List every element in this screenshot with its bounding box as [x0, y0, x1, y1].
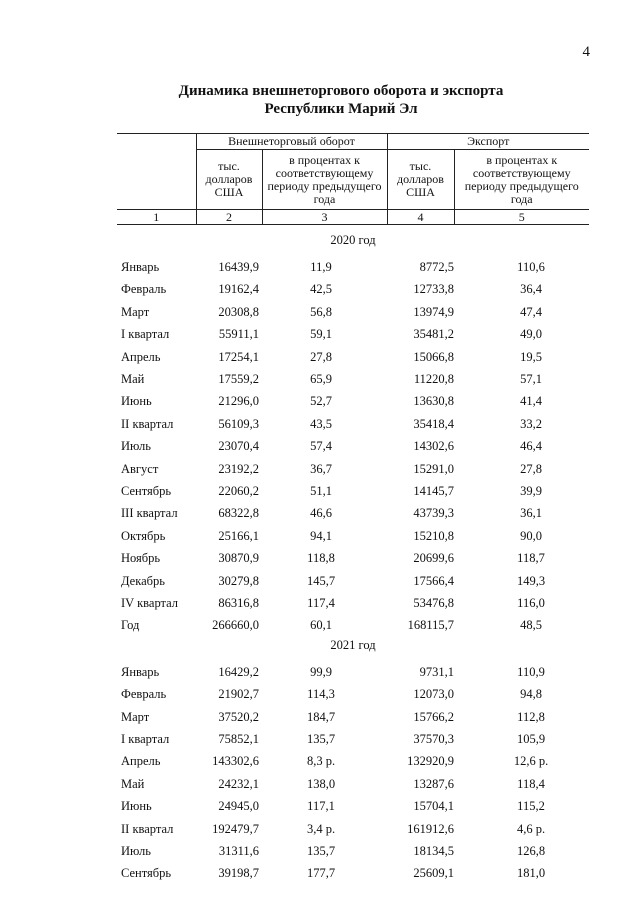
row-export-value: 15066,8 [413, 349, 454, 364]
row-turnover-value: 20308,8 [218, 304, 259, 319]
row-period: Апрель [121, 754, 161, 769]
row-export-value: 15704,1 [413, 799, 454, 814]
header-col-3: в процентах к соответствующему периоду предыдущего года [262, 150, 387, 210]
header-num-2: 2 [196, 210, 262, 225]
row-turnover-value: 30279,8 [218, 573, 259, 588]
table-row [117, 844, 589, 860]
row-export-value: 12733,8 [413, 282, 454, 297]
row-export-percent: 105,9 [516, 732, 546, 746]
row-period: Июль [121, 844, 151, 858]
row-turnover-value: 22060,2 [218, 484, 259, 498]
document-title [0, 82, 640, 118]
row-export-value: 168115,7 [407, 618, 454, 633]
table-row [117, 687, 589, 703]
row-period: Август [121, 461, 159, 476]
row-turnover-percent: 52,7 [310, 394, 332, 409]
row-turnover-percent: 99,9 [310, 664, 332, 679]
row-turnover-value: 17254,1 [218, 349, 259, 364]
row-export-percent: 36,4 [520, 282, 542, 297]
table-row [117, 754, 589, 770]
row-period: Сентябрь [121, 484, 172, 498]
row-turnover-value: 23192,2 [218, 461, 259, 476]
row-turnover-percent: 114,3 [307, 687, 335, 702]
row-export-value: 13630,8 [413, 394, 454, 409]
row-period: Июнь [121, 394, 152, 409]
row-turnover-value: 16439,9 [218, 260, 259, 274]
row-export-value: 14302,6 [413, 439, 454, 454]
row-period: Февраль [121, 687, 167, 702]
row-export-value: 8772,5 [419, 260, 454, 274]
row-export-percent: 90,0 [520, 528, 542, 543]
row-turnover-percent: 145,7 [306, 573, 336, 588]
row-export-percent: 57,1 [520, 372, 542, 386]
table-row [117, 732, 589, 748]
row-export-percent: 49,0 [520, 327, 542, 342]
row-export-value: 14145,7 [413, 484, 454, 498]
table-row [117, 350, 589, 366]
row-turnover-value: 39198,7 [218, 866, 259, 881]
row-period: Май [121, 776, 145, 791]
row-period: Сентябрь [121, 866, 172, 881]
year-heading: 2020 год [330, 233, 376, 247]
row-period: Год [121, 618, 140, 633]
table-row [117, 372, 589, 388]
row-turnover-value: 17559,2 [218, 372, 259, 386]
row-export-percent: 41,4 [520, 394, 542, 409]
row-turnover-percent: 117,4 [307, 596, 335, 610]
header-num-1: 1 [117, 210, 196, 225]
row-turnover-percent: 57,4 [310, 439, 332, 454]
table-row [117, 618, 589, 634]
row-turnover-value: 21902,7 [218, 687, 259, 702]
row-period: III квартал [121, 506, 178, 521]
row-period: I квартал [121, 732, 170, 746]
row-export-value: 35481,2 [413, 327, 454, 342]
row-turnover-percent: 46,6 [310, 506, 332, 521]
row-export-value: 18134,5 [413, 844, 454, 858]
row-export-value: 9731,1 [419, 664, 454, 679]
row-export-percent: 110,6 [517, 260, 545, 274]
row-export-value: 12073,0 [413, 687, 454, 702]
row-turnover-percent: 59,1 [310, 327, 332, 342]
table-row [117, 665, 589, 681]
row-turnover-percent: 135,7 [306, 844, 336, 858]
table-row [117, 866, 589, 882]
row-turnover-value: 16429,2 [218, 664, 259, 679]
row-export-value: 13974,9 [413, 304, 454, 319]
title-line-1: Динамика внешнеторгового оборота и экспорта [178, 83, 504, 99]
row-turnover-percent: 65,9 [310, 372, 332, 386]
row-export-percent: 94,8 [520, 687, 542, 702]
header-num-3: 3 [262, 210, 387, 225]
row-turnover-value: 143302,6 [212, 754, 259, 769]
table-row [117, 551, 589, 567]
table-row [117, 394, 589, 410]
row-export-value: 161912,6 [407, 821, 454, 836]
row-export-percent: 112,8 [517, 709, 545, 724]
row-export-percent: 27,8 [520, 461, 542, 476]
row-export-value: 13287,6 [413, 776, 454, 791]
row-turnover-percent: 11,9 [310, 260, 332, 274]
row-turnover-value: 30870,9 [218, 551, 259, 566]
row-export-percent: 33,2 [520, 416, 542, 431]
header-num-5: 5 [454, 210, 589, 225]
row-turnover-value: 56109,3 [218, 416, 259, 431]
row-turnover-value: 21296,0 [218, 394, 259, 409]
row-period: Апрель [121, 349, 161, 364]
row-turnover-percent: 8,3 р. [306, 754, 336, 769]
row-export-percent: 118,7 [517, 551, 545, 566]
row-turnover-value: 23070,4 [218, 439, 259, 454]
title-line-2: Республики Марий Эл [264, 101, 418, 117]
row-export-percent: 48,5 [520, 618, 542, 633]
row-turnover-percent: 94,1 [310, 528, 332, 543]
table-row [117, 529, 589, 545]
row-period: IV квартал [121, 596, 179, 610]
row-turnover-value: 31311,6 [218, 844, 259, 858]
row-export-percent: 46,4 [520, 439, 542, 454]
year-heading: 2021 год [330, 637, 376, 652]
table-row [117, 260, 589, 276]
row-export-percent: 4,6 р. [516, 821, 546, 836]
row-period: II квартал [121, 821, 174, 836]
row-turnover-value: 192479,7 [212, 821, 259, 836]
row-export-percent: 118,4 [517, 776, 545, 791]
row-export-percent: 19,5 [520, 349, 542, 364]
row-period: Октябрь [121, 528, 166, 543]
row-turnover-percent: 42,5 [310, 282, 332, 297]
row-period: Февраль [121, 282, 167, 297]
header-col-4: тыс. долларов США [387, 150, 454, 210]
row-turnover-percent: 3,4 р. [306, 821, 336, 836]
row-turnover-percent: 60,1 [310, 618, 332, 633]
row-export-value: 15210,8 [413, 528, 454, 543]
row-export-value: 37570,3 [413, 732, 454, 746]
table-row [117, 439, 589, 455]
table-row [117, 327, 589, 343]
row-period: I квартал [121, 327, 170, 342]
row-turnover-percent: 43,5 [310, 416, 332, 431]
row-export-value: 20699,6 [413, 551, 454, 566]
row-period: Ноябрь [121, 551, 161, 566]
row-export-percent: 116,0 [517, 596, 545, 610]
table-row [117, 574, 589, 590]
row-export-percent: 12,6 р. [513, 754, 549, 769]
row-export-value: 35418,4 [413, 416, 454, 431]
row-export-value: 15291,0 [413, 461, 454, 476]
header-col-5: в процентах к соответствующему периоду предыдущего года [454, 150, 589, 210]
row-turnover-percent: 117,1 [307, 799, 335, 814]
row-turnover-value: 55911,1 [218, 327, 259, 342]
table-row [117, 822, 589, 838]
row-period: Январь [121, 260, 160, 274]
row-export-value: 43739,3 [413, 506, 454, 521]
row-period: II квартал [121, 416, 174, 431]
row-turnover-value: 37520,2 [218, 709, 259, 724]
row-turnover-percent: 118,8 [307, 551, 335, 566]
row-export-value: 25609,1 [413, 866, 454, 881]
row-export-percent: 115,2 [517, 799, 545, 814]
row-turnover-value: 266660,0 [212, 618, 259, 633]
row-turnover-percent: 27,8 [310, 349, 332, 364]
row-turnover-value: 25166,1 [218, 528, 259, 543]
table-row [117, 777, 589, 793]
table-row [117, 282, 589, 298]
row-turnover-percent: 36,7 [310, 461, 332, 476]
row-turnover-percent: 138,0 [306, 776, 336, 791]
row-turnover-percent: 177,7 [306, 866, 336, 881]
header-group-export: Экспорт [387, 134, 589, 150]
row-export-value: 15766,2 [413, 709, 454, 724]
row-export-percent: 39,9 [520, 484, 542, 498]
header-num-4: 4 [387, 210, 454, 225]
row-turnover-percent: 51,1 [310, 484, 332, 498]
table-row [117, 484, 589, 500]
header-group-turnover: Внешнеторговый оборот [196, 134, 387, 150]
row-export-value: 53476,8 [413, 596, 454, 610]
row-turnover-value: 24232,1 [218, 776, 259, 791]
row-export-percent: 110,9 [517, 664, 545, 679]
row-period: Март [121, 304, 150, 319]
table-row [117, 506, 589, 522]
row-export-percent: 181,0 [516, 866, 546, 881]
row-period: Январь [121, 664, 160, 679]
row-period: Май [121, 372, 145, 386]
row-period: Июнь [121, 799, 152, 814]
table-row [117, 462, 589, 478]
row-export-value: 17566,4 [413, 573, 454, 588]
row-export-percent: 149,3 [516, 573, 546, 588]
row-export-percent: 126,8 [516, 844, 546, 858]
row-export-percent: 36,1 [520, 506, 542, 521]
row-export-value: 11220,8 [413, 372, 454, 386]
row-turnover-percent: 184,7 [306, 709, 336, 724]
header-col-2: тыс. долларов США [196, 150, 262, 210]
table-row [117, 710, 589, 726]
row-turnover-percent: 56,8 [310, 304, 332, 319]
row-turnover-value: 75852,1 [218, 732, 259, 746]
row-period: Декабрь [121, 573, 165, 588]
table-row [117, 799, 589, 815]
row-turnover-value: 19162,4 [218, 282, 259, 297]
row-period: Март [121, 709, 150, 724]
page-number: 4 [582, 44, 590, 60]
header-blank-cell [117, 134, 196, 210]
row-export-percent: 47,4 [520, 304, 542, 319]
row-period: Июль [121, 439, 151, 454]
row-turnover-percent: 135,7 [306, 732, 336, 746]
table-row [117, 596, 589, 612]
row-turnover-value: 68322,8 [218, 506, 259, 521]
row-turnover-value: 86316,8 [218, 596, 259, 610]
table-header [117, 133, 589, 225]
table-row [117, 305, 589, 321]
row-export-value: 132920,9 [407, 754, 454, 769]
table-row [117, 417, 589, 433]
row-turnover-value: 24945,0 [218, 799, 259, 814]
